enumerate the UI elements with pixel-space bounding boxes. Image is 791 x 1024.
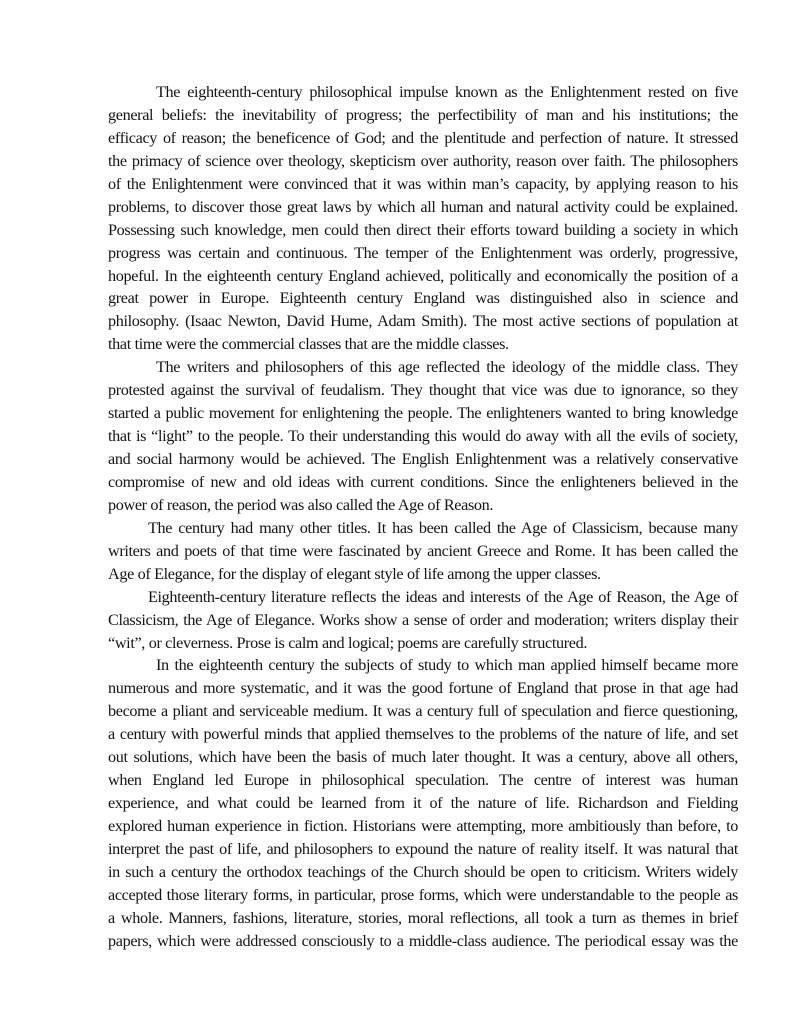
text-line: power of reason, the period was also called the Age of Reason. [108, 495, 494, 514]
text-line: when England led Europe in philosophical speculation. The centre of interest was human [108, 771, 738, 790]
text-line: and social harmony would be achieved. The English Enlightenment was a relatively conservative [108, 450, 738, 468]
text-line: The century had many other titles. It has been called the Age of Classicism, because many [148, 518, 738, 537]
text-line: the primacy of science over theology, skepticism over authority, reason over faith. The philosophers [108, 151, 738, 170]
text-line: that is “light” to the people. To their understanding this would do away with all the evils of society, [108, 427, 738, 446]
text-line: problems, to discover those great laws by which all human and natural activity could be explained. [108, 197, 738, 216]
text-line: Possessing such knowledge, men could then direct their efforts toward building a society in which [108, 220, 738, 239]
text-line: efficacy of reason; the beneficence of God; and the plentitude and perfection of nature. It stressed [108, 128, 738, 147]
paragraph-5 [108, 654, 738, 952]
document-body [108, 81, 738, 953]
text-line: a century with powerful minds that applied themselves to the problems of the nature of life, and set [108, 725, 738, 744]
text-line: become a pliant and serviceable medium. It was a century full of speculation and fierce questioning, [108, 702, 738, 721]
text-line: progress was certain and continuous. The temper of the Enlightenment was orderly, progressive, [108, 243, 738, 262]
text-line: a whole. Manners, fashions, literature, stories, moral reflections, all took a turn as themes in brief [108, 908, 738, 927]
text-line: protested against the survival of feudalism. They thought that vice was due to ignorance, so they [108, 381, 738, 400]
text-line: The writers and philosophers of this age reflected the ideology of the middle class. They [156, 358, 738, 377]
text-line: Classicism, the Age of Elegance. Works show a sense of order and moderation; writers display their [108, 610, 738, 629]
paragraph-3 [108, 517, 738, 586]
text-line: “wit”, or cleverness. Prose is calm and logical; poems are carefully structured. [108, 633, 588, 652]
paragraph-4 [108, 586, 738, 655]
text-line: great power in Europe. Eighteenth century England was distinguished also in science and [108, 289, 738, 308]
text-line: out solutions, which have been the basis of much later thought. It was a century, above all others, [108, 748, 738, 767]
text-line: compromise of new and old ideas with current conditions. Since the enlighteners believed in the [108, 472, 738, 491]
text-line: papers, which were addressed consciously to a middle-class audience. The periodical essay was the [108, 931, 738, 950]
text-line: Eighteenth-century literature reflects the ideas and interests of the Age of Reason, the Age of [148, 587, 738, 606]
text-line: experience, and what could be learned from it of the nature of life. Richardson and Fielding [108, 794, 738, 813]
text-line: in such a century the orthodox teachings of the Church should be open to criticism. Writers widely [108, 862, 738, 881]
text-line: Age of Elegance, for the display of elegant style of life among the upper classes. [108, 564, 601, 583]
text-line: general beliefs: the inevitability of progress; the perfectibility of man and his institutions; the [108, 105, 738, 124]
text-line: numerous and more systematic, and it was the good fortune of England that prose in that age had [108, 679, 738, 698]
text-line: writers and poets of that time were fascinated by ancient Greece and Rome. It has been called the [108, 541, 738, 560]
paragraph-2 [108, 356, 738, 517]
text-line: hopeful. In the eighteenth century England achieved, politically and economically the position of a [108, 266, 738, 285]
text-line: explored human experience in fiction. Historians were attempting, more ambitiously than before, to [108, 817, 738, 835]
paragraph-1 [108, 81, 738, 356]
text-line: The eighteenth-century philosophical impulse known as the Enlightenment rested on five [156, 83, 738, 101]
text-line: started a public movement for enlightening the people. The enlighteners wanted to bring knowledge [108, 404, 738, 423]
text-line: that time were the commercial classes that are the middle classes. [108, 335, 509, 354]
text-line: interpret the past of life, and philosophers to expound the nature of reality itself. It was natural that [108, 839, 738, 858]
text-line: of the Enlightenment were convinced that it was within man’s capacity, by applying reason to his [108, 174, 738, 193]
text-line: In the eighteenth century the subjects of study to which man applied himself became more [156, 656, 738, 675]
text-line: philosophy. (Isaac Newton, David Hume, Adam Smith). The most active sections of population at [108, 312, 738, 331]
text-line: accepted those literary forms, in particular, prose forms, which were understandable to the people as [108, 885, 738, 904]
